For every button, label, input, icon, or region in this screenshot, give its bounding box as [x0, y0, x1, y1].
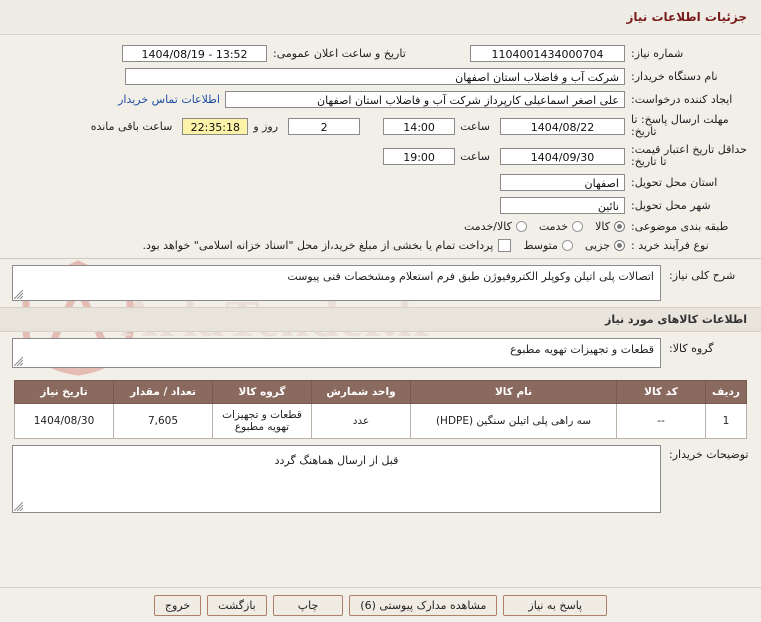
- process-option-jozyi-label: جزیی: [584, 239, 610, 252]
- resize-handle-icon[interactable]: [14, 290, 23, 299]
- buyer-notes-value: قبل از ارسال هماهنگ گردد: [274, 454, 399, 467]
- row-category: [12, 220, 749, 233]
- category-option-khedmat-label: خدمت: [538, 220, 569, 233]
- category-label: طبقه بندی موضوعی:: [631, 220, 729, 233]
- need-description-section: [0, 259, 761, 307]
- process-label: نوع فرآیند خرید :: [631, 239, 709, 252]
- row-creator: [12, 91, 749, 108]
- goods-group-value: قطعات و تجهیزات تهویه مطبوع: [510, 343, 654, 356]
- category-option-kala-label: کالا: [595, 220, 610, 233]
- treasury-bond-note: پرداخت تمام یا بخشی از مبلغ خرید،از محل "اسناد خزانه اسلامی" خواهد بود.: [142, 239, 494, 252]
- resize-handle-icon[interactable]: [14, 502, 23, 511]
- cell-group: قطعات و تجهیزات تهویه مطبوع: [213, 404, 312, 439]
- radio-icon[interactable]: [614, 240, 625, 251]
- goods-group-field[interactable]: [12, 338, 661, 368]
- remaining-days-label: روز و: [253, 119, 279, 133]
- cell-date: 1404/08/30: [15, 404, 114, 439]
- need-description-value: اتصالات پلی اتیلن وکوپلر الکتروفیوژن طبق فرم استعلام ومشخصات فنی پیوست: [287, 270, 654, 283]
- need-info-panel: [0, 35, 761, 259]
- remaining-days-value: 2: [288, 118, 360, 135]
- buyer-org-label: نام دستگاه خریدار:: [631, 70, 718, 83]
- need-number-value: 1104001434000704: [470, 45, 625, 62]
- province-value: اصفهان: [500, 174, 625, 191]
- buyer-notes-section: [0, 443, 761, 519]
- back-button[interactable]: بازگشت: [207, 595, 267, 616]
- radio-icon[interactable]: [562, 240, 573, 251]
- view-attachments-button[interactable]: مشاهده مدارک پیوستی (6): [349, 595, 497, 616]
- resize-handle-icon[interactable]: [14, 357, 23, 366]
- deadline-label: مهلت ارسال پاسخ: تا تاریخ:: [631, 113, 729, 138]
- row-buyer-org: [12, 68, 749, 85]
- print-button[interactable]: چاپ: [273, 595, 344, 616]
- cell-unit: عدد: [312, 404, 411, 439]
- buyer-contact-link[interactable]: اطلاعات تماس خریدار: [118, 93, 220, 106]
- row-city: [12, 197, 749, 214]
- row-province: [12, 174, 749, 191]
- exit-button[interactable]: خروج: [154, 595, 201, 616]
- page-header: [0, 0, 761, 35]
- row-deadline: [12, 114, 749, 138]
- goods-table-wrapper: [0, 374, 761, 443]
- buyer-notes-field[interactable]: [12, 445, 661, 513]
- buyer-notes-label: توضیحات خریدار:: [669, 448, 749, 461]
- table-header-row: [15, 381, 747, 404]
- category-option-kala-khedmat[interactable]: [464, 220, 527, 233]
- creator-label: ایجاد کننده درخواست:: [631, 93, 733, 106]
- col-group: گروه کالا: [213, 381, 312, 404]
- credit-validity-date-value: 1404/09/30: [500, 148, 625, 165]
- radio-icon[interactable]: [516, 221, 527, 232]
- row-need-number: [12, 45, 749, 62]
- creator-value: علی اصغر اسماعیلی کارپرداز شرکت آب و فاضلاب استان اصفهان: [225, 91, 625, 108]
- announce-date-label: تاریخ و ساعت اعلان عمومی:: [273, 47, 406, 60]
- need-description-label: شرح کلی نیاز:: [669, 269, 736, 282]
- countdown-label: ساعت باقی مانده: [90, 119, 173, 133]
- countdown-value: 22:35:18: [182, 118, 248, 135]
- process-option-motavaset[interactable]: [523, 239, 573, 252]
- row-credit-validity: [12, 144, 749, 168]
- announce-date-value: 1404/08/19 - 13:52: [122, 45, 267, 62]
- row-process-type: [12, 239, 749, 252]
- col-date: تاریخ نیاز: [15, 381, 114, 404]
- cell-qty: 7,605: [114, 404, 213, 439]
- need-description-field[interactable]: [12, 265, 661, 301]
- process-option-jozyi[interactable]: [585, 239, 625, 252]
- category-option-kala[interactable]: [595, 220, 625, 233]
- deadline-date-value: 1404/08/22: [500, 118, 625, 135]
- need-number-label: شماره نیاز:: [631, 47, 684, 60]
- cell-name: سه راهی پلی اتیلن سنگین (HDPE): [411, 404, 617, 439]
- category-option-kala-khedmat-label: کالا/خدمت: [464, 220, 512, 233]
- goods-group-section: [0, 332, 761, 374]
- footer-toolbar: [0, 587, 761, 622]
- credit-time-label: ساعت: [460, 149, 490, 163]
- deadline-time-value: 14:00: [383, 118, 455, 135]
- city-value: نائین: [500, 197, 625, 214]
- cell-code: --: [617, 404, 706, 439]
- goods-table: [14, 380, 747, 439]
- goods-section-title: اطلاعات کالاهای مورد نیاز: [0, 307, 761, 332]
- goods-group-label: گروه کالا:: [669, 342, 714, 355]
- cell-row: 1: [706, 404, 747, 439]
- credit-time-value: 19:00: [383, 148, 455, 165]
- answer-need-button[interactable]: پاسخ به نیاز: [503, 595, 607, 616]
- col-row: ردیف: [706, 381, 747, 404]
- col-name: نام کالا: [411, 381, 617, 404]
- page-title: جزئیات اطلاعات نیاز: [626, 10, 747, 24]
- radio-icon[interactable]: [572, 221, 583, 232]
- buyer-org-value: شرکت آب و فاضلاب استان اصفهان: [125, 68, 625, 85]
- process-option-motavaset-label: متوسط: [523, 239, 558, 252]
- category-option-khedmat[interactable]: [539, 220, 583, 233]
- treasury-bond-checkbox[interactable]: [498, 239, 511, 252]
- col-code: کد کالا: [617, 381, 706, 404]
- col-unit: واحد شمارش: [312, 381, 411, 404]
- province-label: استان محل تحویل:: [631, 176, 718, 189]
- city-label: شهر محل تحویل:: [631, 199, 711, 212]
- table-row[interactable]: [15, 404, 747, 439]
- col-qty: تعداد / مقدار: [114, 381, 213, 404]
- radio-icon[interactable]: [614, 221, 625, 232]
- deadline-time-label: ساعت: [460, 119, 490, 133]
- credit-validity-label: حداقل تاریخ اعتبار قیمت: تا تاریخ:: [631, 143, 747, 168]
